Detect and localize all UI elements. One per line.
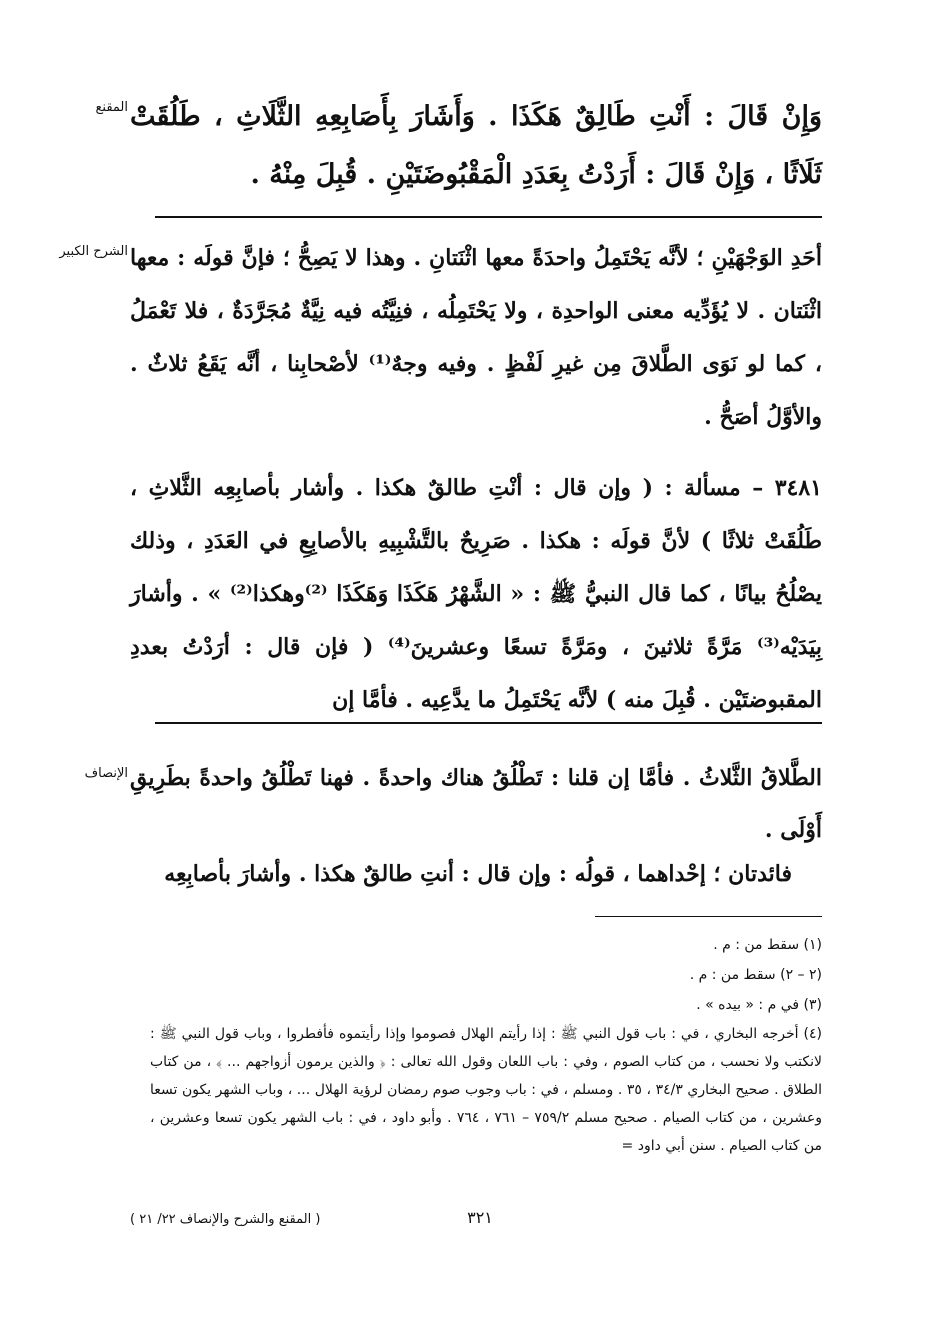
insaf-text: الطَّلاقُ الثَّلاثُ . فأمَّا إن قلنا : تَطْلُقُ هناك واحدةً . فهنا تَطْلُقُ واحدةً بطَرِيقِ أَوْلَى . [130,765,822,843]
insaf-faida-text: فائدتان ؛ إحْداهما ، قولُه : وإن قال : أنتِ طالقٌ هكذا . وأشارَ بأصابِعِه [164,861,792,887]
footnote-4: (٤) أخرجه البخاري ، في : باب قول النبي ﷺ : إذا رأيتم الهلال فصوموا وإذا رأيتموه فأفطروا ، وباب قول النبي ﷺ : لانكتب ولا نحسب ، من كتاب الصوم ، وفي : باب اللعان وقول الله تعالى : ﴿ والذين يرمون أزواجهم ... ﴾ ، من كتاب الطلاق . صحيح البخاري ٣٤/٣ ، ٣٥ . ومسلم ، في : باب وجوب صوم رمضان لرؤية الهلال ... ، وباب الشهر يكون تسعا وعشرين ، من كتاب الصيام . صحيح مسلم ٧٥٩/٢ – ٧٦١ ، ٧٦٤ . وأبو داود ، في : باب الشهر يكون تسعا وعشرين ، من كتاب الصيام . سنن أبي داود = [150,1026,823,1154]
sharh-label: الشرح الكبير [59,244,128,259]
footnote-2: (٢ – ٢) سقط من : م . [689,967,822,983]
section-divider-middle [155,722,822,724]
section-divider-top [155,216,822,218]
footnote-3: (٣) في م : « بيده » . [696,997,822,1013]
footnote-divider [595,916,822,917]
masala-text: ٣٤٨١ – مسألة : ( وإن قال : أنْتِ طالقٌ هكذا . وأشار بأصابِعِه الثَّلاثِ ، طَلُقَتْ ثلاثًا ) لأنَّ قولَه : هكذا . صَرِيحٌ بالتَّشْبِيهِ بالأصابِعِ في العَدَدِ ، وذلك يصْلُحُ بيانًا ، كما قال النبيُّ ﷺ : « الشَّهْرُ هَكَذَا وَهَكَذَا ⁽²⁾وهكذا⁽²⁾ » . وأشارَ بِيَدَيْه⁽³⁾ مَرَّةً ثلاثينَ ، ومَرَّةً تسعًا وعشرينَ⁽⁴⁾ ( فإن قال : أرَدْتُ بعددِ المقبوضتَيْن . قُبِلَ منه ) لأنَّه يَحْتَمِلُ ما يدَّعِيه . فأمَّا إن [130,475,822,713]
insaf-label: الإنصاف [84,766,128,781]
footnote-1: (١) سقط من : م . [713,937,822,953]
page-number: ٣٢١ [467,1208,493,1227]
muqni-label: المقنع [95,100,128,115]
footnotes [150,930,822,1160]
volume-reference: ( المقنع والشرح والإنصاف ٢٢/ ٢١ ) [130,1212,321,1227]
muqni-text: وَإِنْ قَالَ : أَنْتِ طَالِقٌ هَكَذَا . وَأَشَارَ بِأَصَابِعِهِ الثَّلَاثِ ، طَلُقَتْ ثَلَاثًا ، وَإِنْ قَالَ : أَرَدْتُ بِعَدَدِ الْمَقْبُوضَتَيْنِ . قُبِلَ مِنْهُ . [130,101,822,190]
sharh-text: أحَدِ الوَجْهَيْنِ ؛ لأنَّه يَحْتَمِلُ واحدَةً معها اثْنَتانِ . وهذا لا يَصِحُّ ؛ فإنَّ قولَه : معها اثْنَتان . لا يُؤَدِّيه معنى الواحدِة ، ولا يَحْتَمِلُه ، فنِيَّتُه فيه نِيَّةٌ مُجَرَّدَةٌ ، فلا تَعْمَلُ ، كما لو نَوَى الطَّلاقَ مِن غيرِ لَفْظٍ . وفيه وجهٌ⁽¹⁾ لأصْحابِنا ، أنَّه يَقَعُ ثلاثٌ . والأوَّلُ أصَحُّ . [130,245,822,430]
